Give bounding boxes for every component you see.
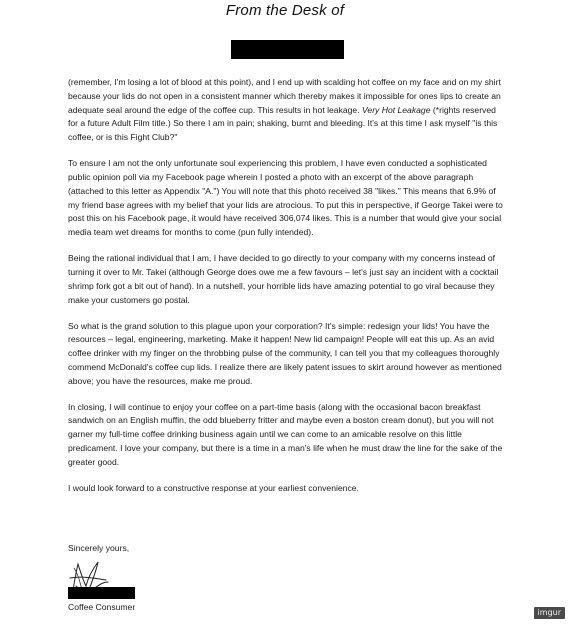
- letter-body: [68, 76, 505, 508]
- letterhead-title: From the Desk of: [225, 2, 345, 19]
- signer-name: Coffee Consumer: [68, 602, 136, 612]
- paragraph-1-part-a: (remember, I'm losing a lot of blood at this point), and I end up with scalding hot coffee on my face and on my shirt because your lids do not open in a consistent manner which thereby makes it impossible for ones lips to create an adequate seal around the edge of the coffee cup. This results in hot leakage.: [68, 77, 501, 115]
- paragraph-4: So what is the grand solution to this plague upon your corporation? It's simple: redesign your lids! You have the resources – legal, engineering, marketing. Make it happen! New lid campaign! People will eat this up. As an avid coffee drinker with my finger on the throbbing pulse of the community, I can tell you that my colleagues thoroughly commend McDonald's coffee cup lids. I realize there are likely patent issues to skirt around however as mentioned above; you have the resources, make me proud.: [68, 320, 502, 386]
- paragraph-2: To ensure I am not the only unfortunate soul experiencing this problem, I have even conducted a sophisticated public opinion poll via my Facebook page wherein I posted a photo with an excerpt of the above paragraph (attached to this letter as Appendix "A.") You will note that this photo received 38 "likes." This means that 6.9% of my friend base agrees with my belief that your lids are atrocious. To put this in perspective, if George Takei were to post this on his Facebook page, it would have received 306,074 likes. This is a number that would give your social media team wet dreams for months to come (pun fully intended).: [68, 158, 503, 238]
- redacted-name-block: [231, 40, 344, 59]
- paragraph-3: Being the rational individual that I am, I have decided to go directly to your company with my concerns instead of turning it over to Mr. Takei (although George does owe me a few favours – let's just say an incident with a cocktail shrimp fork got a bit out of hand). In a nutshell, your horrible lids have amazing potential to go viral because they make your customers go postal.: [68, 253, 499, 305]
- paragraph-1-part-b: (*rights reserved for a future Adult Film title.) So there I am in pain; shaking, burnt and bleeding. It's at this time I ask myself "is this coffee, or is this Fight Club?": [68, 104, 498, 143]
- paragraph-6: I would look forward to a constructive response at your earliest convenience.: [68, 482, 359, 493]
- paragraph-1: [68, 76, 505, 145]
- paragraph-5: In closing, I will continue to enjoy your coffee on a part-time basis (along with the occasional bacon breakfast sandwich on an English muffin, the odd blueberry fritter and maybe even a boston cream donut), but you will not garner my full-time coffee drinking business again until we can come to an amicable resolve on this little predicament. I love your company, but there is a time in a man's life when he must draw the line for the sake of the greater good.: [68, 401, 503, 467]
- closing-salutation: Sincerely yours,: [68, 543, 130, 553]
- imgur-watermark: imgur: [534, 607, 565, 619]
- redacted-signature-name: [68, 587, 135, 599]
- paragraph-1-italic: Very Hot Leakage: [362, 104, 431, 115]
